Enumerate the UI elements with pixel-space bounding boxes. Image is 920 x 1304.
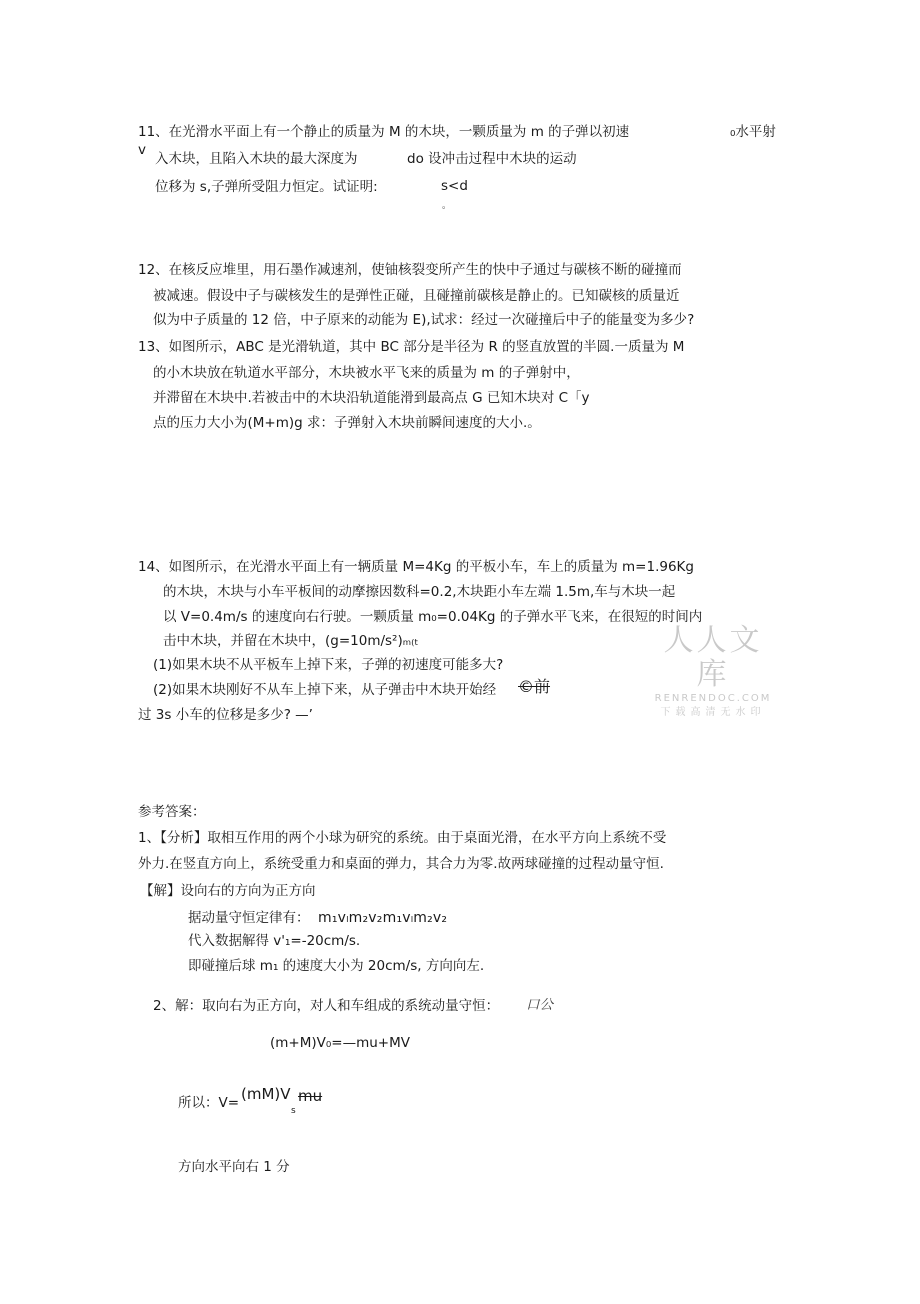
- q12-line1: 12、在核反应堆里，用石墨作减速剂，使铀核裂变所产生的快中子通过与碳核不断的碰撞而: [138, 262, 682, 278]
- answer2-so-formula: (mM)V: [241, 1085, 291, 1103]
- q14-line1: 14、如图所示，在光滑水平面上有一辆质量 M=4Kg 的平板小车，车上的质量为 m=1.96Kg: [138, 559, 694, 575]
- q11-line2-mid: do 设冲击过程中木块的运动: [407, 151, 577, 167]
- answer2-so-tail: mu: [298, 1087, 323, 1105]
- q14-line4: 击中木块，并留在木块中，(g=10m/s²)ₘ₍ₜ: [163, 633, 419, 649]
- q11-line2: 入木块，且陷入木块的最大深度为: [155, 151, 358, 167]
- q14-line6: (2)如果木块刚好不从车上掉下来，从子弹击中木块开始经: [153, 682, 497, 698]
- q13-line2: 的小木块放在轨道水平部分，木块被水平飞来的质量为 m 的子弹射中，: [153, 365, 580, 381]
- answer2-line1: 2、解：取向右为正方向，对人和车组成的系统动量守恒：: [153, 998, 500, 1014]
- answer1-substitution: 代入数据解得 v'₁=-20cm/s.: [188, 933, 361, 949]
- q12-line3: 似为中子质量的 12 倍，中子原来的动能为 E),试求：经过一次碰撞后中子的能量变为多少?: [153, 312, 695, 328]
- answer1-law-prefix: 据动量守恒定律有：: [188, 910, 310, 926]
- answer1-law-formula: m₁vₗm₂v₂m₁vₗm₂v₂: [318, 910, 448, 926]
- answer2-direction: 方向水平向右 1 分: [178, 1159, 290, 1175]
- watermark-site: RENRENDOC.COM: [654, 693, 772, 704]
- answer2-so-prefix: 所以：V=: [178, 1095, 240, 1111]
- q11-line1-right: ₀水平射: [730, 124, 776, 140]
- answer2-equation: (m+M)V₀=—mu+MV: [270, 1035, 411, 1051]
- answer1-line1: 1、【分析】取相互作用的两个小球为研究的系统。由于桌面光滑，在水平方向上系统不受: [138, 830, 667, 846]
- watermark-title: 人人文库: [663, 623, 763, 692]
- answers-heading: 参考答案：: [138, 804, 206, 820]
- q13-line3: 并滞留在木块中.若被击中的木块沿轨道能滑到最高点 G 已知木块对 C「y: [153, 390, 590, 406]
- q14-line7: 过 3s 小车的位移是多少? —’: [138, 707, 313, 723]
- q14-line5: (1)如果木块不从平板车上掉下来，子弹的初速度可能多大?: [153, 657, 504, 673]
- q11-line3-right: s<d: [441, 178, 468, 194]
- answer2-so-subscript: s: [291, 1106, 296, 1116]
- q11-v-mark: v: [138, 142, 146, 158]
- answer1-result: 即碰撞后球 m₁ 的速度大小为 20cm/s, 方向向左.: [188, 958, 485, 974]
- q14-line3: 以 V=0.4m/s 的速度向右行驶。一颗质量 m₀=0.04Kg 的子弹水平飞来，在很短的时间内: [163, 609, 703, 625]
- answer1-line2: 外力.在竖直方向上，系统受重力和桌面的弹力，其合力为零.故两球碰撞的过程动量守恒.: [138, 856, 664, 872]
- watermark-caption: 下载高清无水印: [660, 707, 766, 718]
- answer2-handwriting: 口公: [526, 997, 553, 1013]
- q14-line6-mark: ©前: [518, 677, 551, 696]
- q11-line3: 位移为 s,子弹所受阻力恒定。试证明:: [155, 179, 378, 195]
- q11-line3-dot: 。: [442, 201, 452, 211]
- q12-line2: 被减速。假设中子与碳核发生的是弹性正碰，且碰撞前碳核是静止的。已知碳核的质量近: [153, 288, 680, 304]
- answer1-solve: 【解】设向右的方向为正方向: [140, 883, 316, 899]
- watermark: [648, 624, 778, 720]
- q13-line1: 13、如图所示，ABC 是光滑轨道，其中 BC 部分是半径为 R 的竖直放置的半圆.一质量为 M: [138, 339, 685, 355]
- q14-line2: 的木块，木块与小车平板间的动摩擦因数科=0.2,木块距小车左端 1.5m,车与木块一起: [163, 584, 676, 600]
- q13-line4: 点的压力大小为(M+m)g 求：子弹射入木块前瞬间速度的大小.。: [153, 415, 541, 431]
- q11-line1: 11、在光滑水平面上有一个静止的质量为 M 的木块，一颗质量为 m 的子弹以初速: [138, 124, 630, 140]
